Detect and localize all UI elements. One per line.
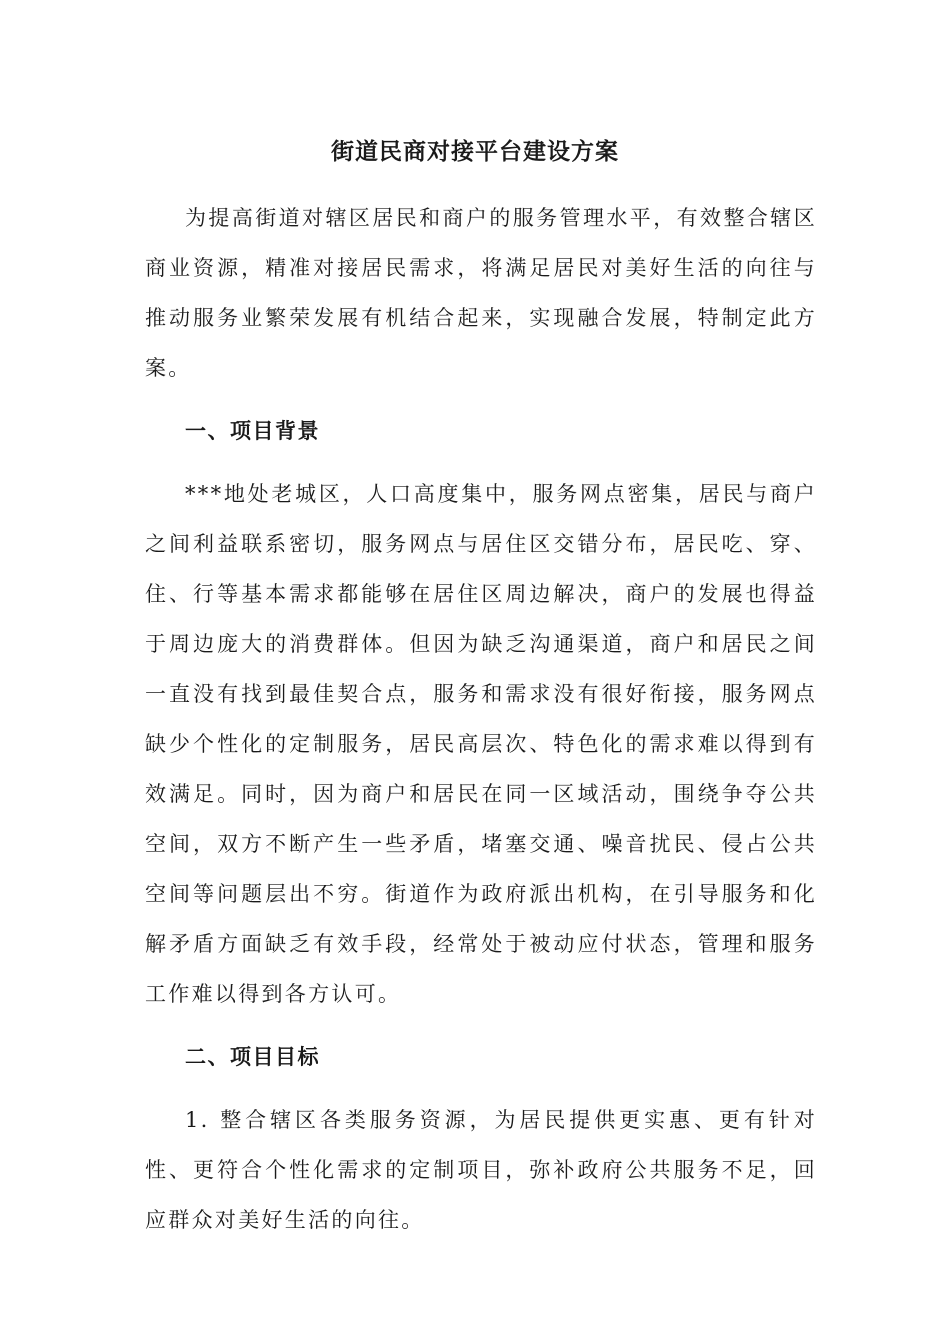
goal-item-1: 1. 整合辖区各类服务资源，为居民提供更实惠、更有针对性、更符合个性化需求的定制项目，弥补政府公共服务不足，回应群众对美好生活的向往。 [145, 1108, 817, 1232]
intro-paragraph: 为提高街道对辖区居民和商户的服务管理水平，有效整合辖区商业资源，精准对接居民需求，将满足居民对美好生活的向往与推动服务业繁荣发展有机结合起来，实现融合发展，特制定此方案。 [145, 206, 817, 380]
document-title: 街道民商对接平台建设方案 [331, 138, 619, 165]
document-body [145, 193, 817, 1245]
section-heading-background: 一、项目背景 [185, 418, 320, 443]
section-heading-goals: 二、项目目标 [185, 1044, 320, 1069]
background-paragraph: ***地处老城区，人口高度集中，服务网点密集，居民与商户之间利益联系密切，服务网点与居住区交错分布，居民吃、穿、住、行等基本需求都能够在居住区周边解决，商户的发展也得益于周边庞大的消费群体。但因为缺乏沟通渠道，商户和居民之间一直没有找到最佳契合点，服务和需求没有很好衔接，服务网点缺少个性化的定制服务，居民高层次、特色化的需求难以得到有效满足。同时，因为商户和居民在同一区域活动，围绕争夺公共空间，双方不断产生一些矛盾，堵塞交通、噪音扰民、侵占公共空间等问题层出不穷。街道作为政府派出机构，在引导服务和化解矛盾方面缺乏有效手段，经常处于被动应付状态，管理和服务工作难以得到各方认可。 [145, 482, 817, 1006]
